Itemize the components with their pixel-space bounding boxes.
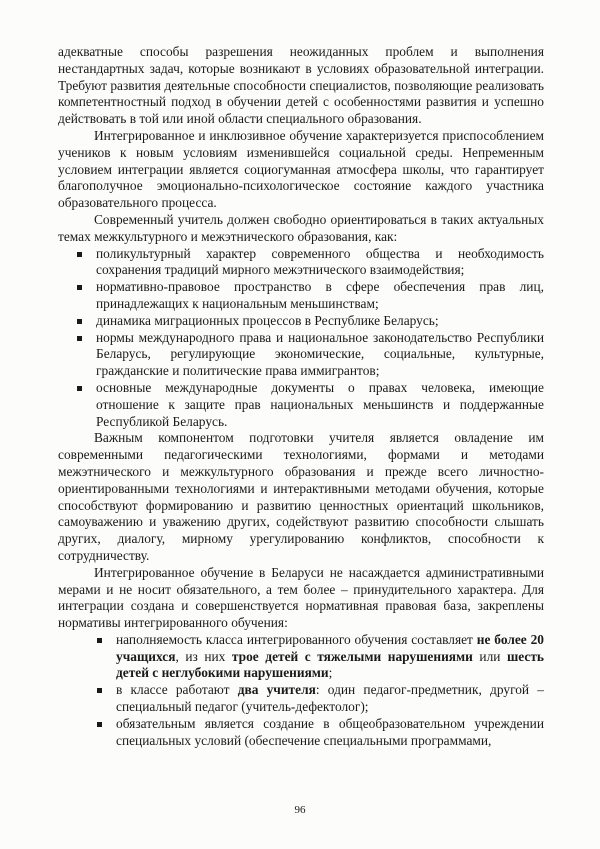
paragraph-integrated-learning: Интегрированное и инклюзивное обучение характеризуется приспособлением учеников к новым условиям изменившейся социальной среды. Непременным условием интеграции является социогуманная атмосфера школы, что гарантирует благополучное эмоционально-психологическое состояние каждого участника образовательного процесса. xyxy=(58,127,544,211)
list-item: динамика миграционных процессов в Республике Беларусь; xyxy=(96,313,544,330)
bullet-icon xyxy=(77,285,82,290)
topics-list xyxy=(58,246,544,431)
list-item: в классе работают два учителя: один педагог-предметник, другой – специальный педагог (учитель-дефектолог); xyxy=(116,682,544,716)
page-body xyxy=(58,44,544,749)
list-item: обязательным является создание в общеобразовательном учреждении специальных условий (обеспечение специальными программами, xyxy=(116,716,544,750)
paragraph-belarus-integration: Интегрированное обучение в Беларуси не насаждается административными мерами и не носит обязательного, а тем более – принудительного характера. Для интеграции создана и совершенствуется нормативная правовая база, закреплены нормативы интегрированного обучения: xyxy=(58,564,544,631)
bullet-icon xyxy=(77,252,82,257)
paragraph-competencies: адекватные способы разрешения неожиданных проблем и выполнения нестандартных задач, которые возникают в условиях образовательной интеграции. Требуют развития деятельные способности специалистов, позволяющие реализовать компетентностный подход в обучении детей с особенностями развития и успешно действовать в той или иной области специального образования. xyxy=(58,44,544,127)
bullet-icon xyxy=(97,722,102,727)
bullet-icon xyxy=(77,336,82,341)
page-number: 96 xyxy=(294,804,306,816)
list-item: наполняемость класса интегрированного обучения составляет не более 20 учащихся, из них трое детей с тяжелыми нарушениями или шесть детей с неглубокими нарушениями; xyxy=(116,632,544,682)
bullet-icon xyxy=(77,386,82,391)
standards-list xyxy=(58,632,544,750)
bullet-icon xyxy=(77,319,82,324)
list-item: нормативно-правовое пространство в сфере обеспечения прав лиц, принадлежащих к национальным меньшинствам; xyxy=(96,279,544,313)
list-item: основные международные документы о правах человека, имеющие отношение к защите прав национальных меньшинств и поддержанные Республикой Беларусь. xyxy=(96,380,544,430)
bullet-icon xyxy=(97,638,102,643)
bullet-icon xyxy=(97,688,102,693)
paragraph-teacher-training: Важным компонентом подготовки учителя является овладение им современными педагогическими технологиями, формами и методами межэтнического и межкультурного образования и прежде всего личностно-ориентированными технологиями и интерактивными методами обучения, которые способствуют формированию и развитию ценностных ориентаций школьников, самоуважению и уважению других, содействуют развитию способности слышать других, диалогу, мирному урегулированию конфликтов, способности к сотрудничеству. xyxy=(58,430,544,563)
list-item: поликультурный характер современного общества и необходимость сохранения традиций мирного межэтнического взаимодействия; xyxy=(96,246,544,280)
paragraph-modern-teacher: Современный учитель должен свободно ориентироваться в таких актуальных темах межкультурного и межэтнического образования, как: xyxy=(58,211,544,244)
list-item: нормы международного права и национальное законодательство Республики Беларусь, регулирующие экономические, социальные, культурные, гражданские и политические права иммигрантов; xyxy=(96,330,544,380)
